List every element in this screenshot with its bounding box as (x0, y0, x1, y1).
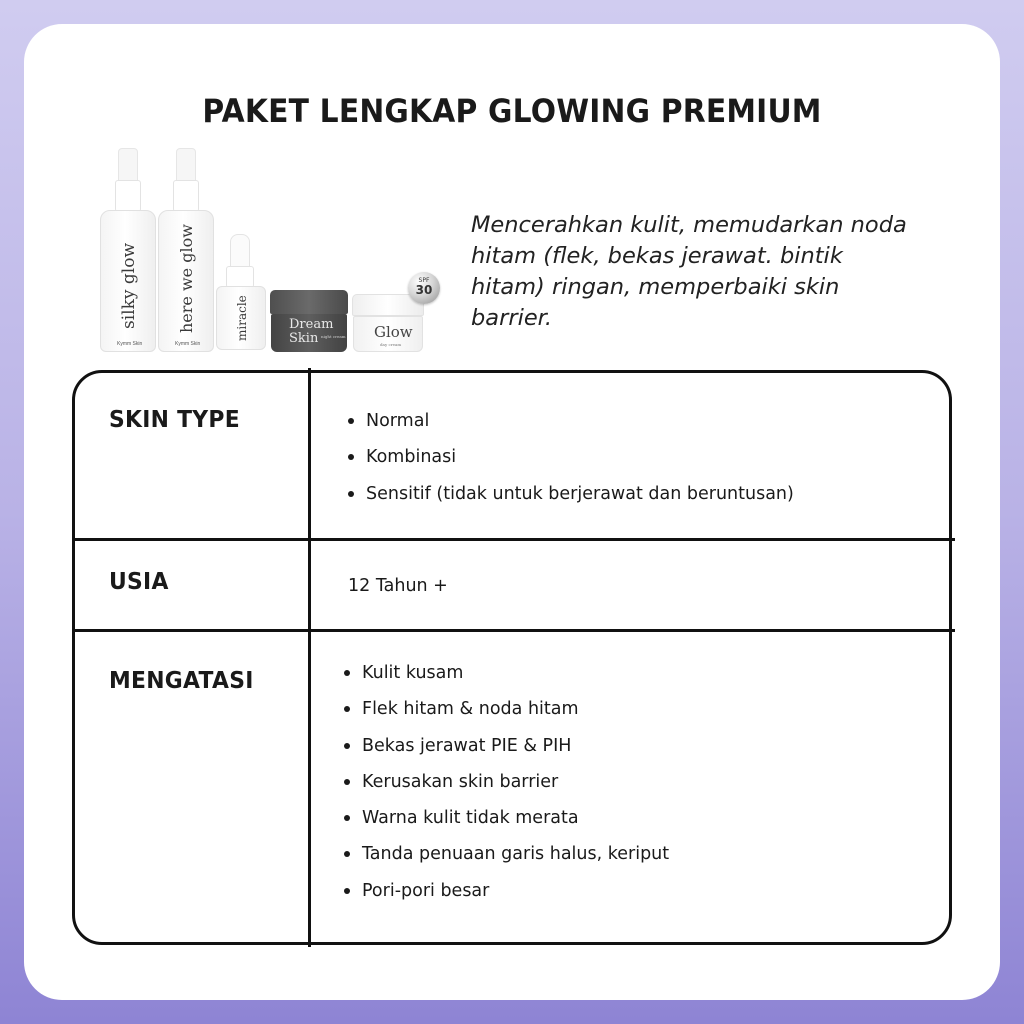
table-row-mengatasi (75, 632, 949, 942)
bullet-icon (348, 418, 354, 424)
product-label: miracle (235, 295, 249, 341)
product-description: Mencerahkan kulit, memudarkan noda hitam (flek, bekas jerawat. bintik hitam) ringan, memperbaiki skin barrier. (471, 212, 907, 331)
bullet-icon (344, 779, 350, 785)
list-item-text: Kulit kusam (362, 663, 464, 683)
row-label: MENGATASI (109, 668, 254, 694)
list-item (348, 409, 929, 445)
list-item-text: Pori-pori besar (362, 880, 490, 901)
table-row-skin-type (75, 373, 949, 539)
list-item (344, 806, 929, 842)
list-item-text: Tanda penuaan garis halus, keriput (362, 844, 670, 865)
row-label: USIA (109, 569, 169, 595)
jar-lid (270, 290, 348, 314)
bullet-icon (344, 888, 350, 894)
bullet-icon (344, 851, 350, 857)
dropper-collar (226, 266, 254, 288)
bullet-icon (344, 743, 350, 749)
list-item-text: Warna kulit tidak merata (362, 808, 579, 829)
age-value: 12 Tahun + (348, 576, 448, 596)
product-dream-skin (270, 290, 348, 352)
list-item-text: Bekas jerawat PIE & PIH (362, 735, 572, 756)
bullet-icon (348, 454, 354, 460)
product-sub-label: day cream (380, 342, 402, 347)
product-label: Glow (374, 323, 413, 341)
list-item-text: Sensitif (tidak untuk berjerawat dan beruntusan) (366, 483, 794, 504)
row-label: SKIN TYPE (109, 407, 240, 433)
spray-nozzle-icon (176, 148, 196, 182)
product-label: Dream (289, 317, 334, 332)
bullet-icon (348, 491, 354, 497)
product-info-table (72, 370, 952, 945)
product-brand: Kymm Skin (175, 341, 201, 347)
list-item (344, 734, 929, 770)
bottle-collar (173, 180, 199, 212)
product-here-we-glow (158, 148, 214, 352)
product-brand: Kymm Skin (117, 341, 143, 347)
jar-body (353, 316, 423, 352)
list-item (344, 770, 929, 806)
dropper-icon (230, 234, 250, 270)
list-item (348, 445, 929, 481)
product-miracle (216, 234, 266, 352)
product-label: here we glow (177, 224, 196, 333)
list-item (344, 697, 929, 733)
spf-badge (408, 272, 440, 304)
row-content (348, 409, 929, 518)
bottle-body (158, 210, 214, 352)
bottle-collar (115, 180, 141, 212)
product-silky-glow (100, 148, 156, 352)
list-item-text: Kombinasi (366, 447, 457, 468)
serum-body (216, 286, 266, 350)
skin-type-list (348, 409, 929, 518)
row-content (344, 661, 929, 915)
list-item (348, 482, 929, 518)
list-item (344, 842, 929, 878)
list-item-text: Kerusakan skin barrier (362, 771, 559, 792)
list-item (344, 661, 929, 697)
product-label: silky glow (119, 242, 139, 329)
product-label: Skin (289, 331, 319, 346)
bullet-icon (344, 706, 350, 712)
bullet-icon (344, 815, 350, 821)
spray-nozzle-icon (118, 148, 138, 182)
jar-body (271, 314, 347, 352)
spf-value: 30 (415, 283, 433, 297)
page-title: PAKET LENGKAP GLOWING PREMIUM (202, 92, 822, 130)
product-image (96, 148, 456, 356)
list-item-text: Normal (366, 411, 430, 431)
list-item-text: Flek hitam & noda hitam (362, 699, 579, 720)
concerns-list (344, 661, 929, 915)
bottle-body (100, 210, 156, 352)
table-row-usia (75, 541, 949, 629)
bullet-icon (344, 670, 350, 676)
product-glow (352, 294, 424, 352)
row-content (348, 574, 929, 598)
spf-label: SPF (418, 277, 430, 284)
list-item (344, 879, 929, 915)
product-sub-label: night cream (321, 334, 346, 339)
